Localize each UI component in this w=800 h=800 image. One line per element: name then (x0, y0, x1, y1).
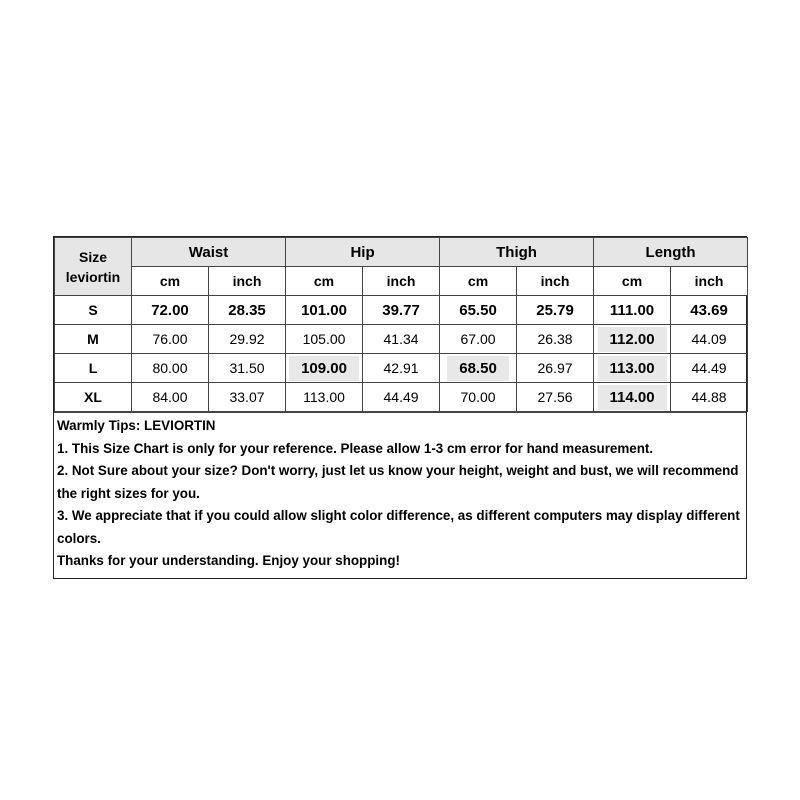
tips-heading: Warmly Tips: LEVIORTIN (57, 418, 216, 433)
unit-header: inch (517, 267, 594, 296)
table-cell-highlighted (594, 354, 671, 383)
size-table (54, 237, 748, 412)
group-header-hip: Hip (286, 238, 440, 267)
unit-header: inch (209, 267, 286, 296)
table-cell: 101.00 (286, 296, 363, 325)
tips-line: 2. Not Sure about your size? Don't worry, just let us know your height, weight and bust, we will recommend the right sizes for you. (57, 463, 739, 501)
unit-header: cm (594, 267, 671, 296)
table-cell-highlighted (440, 354, 517, 383)
size-cell: S (55, 296, 132, 325)
tips-closing: Thanks for your understanding. Enjoy your shopping! (57, 553, 400, 568)
table-cell: 70.00 (440, 383, 517, 412)
table-cell: 39.77 (363, 296, 440, 325)
table-cell: 42.91 (363, 354, 440, 383)
highlighted-value: 113.00 (598, 356, 667, 381)
table-cell: 44.09 (671, 325, 748, 354)
table-cell: 31.50 (209, 354, 286, 383)
table-cell: 44.88 (671, 383, 748, 412)
size-cell: L (55, 354, 132, 383)
size-header-line2: leviortin (65, 268, 121, 285)
size-header-line1: Size (78, 248, 107, 265)
table-cell: 41.34 (363, 325, 440, 354)
table-cell: 111.00 (594, 296, 671, 325)
table-cell: 113.00 (286, 383, 363, 412)
highlighted-value: 112.00 (598, 327, 667, 352)
table-cell: 44.49 (363, 383, 440, 412)
table-cell-highlighted (594, 383, 671, 412)
table-cell: 43.69 (671, 296, 748, 325)
table-cell: 76.00 (132, 325, 209, 354)
table-cell: 27.56 (517, 383, 594, 412)
highlighted-value: 114.00 (598, 385, 667, 410)
header-row-groups (55, 238, 748, 267)
table-cell: 72.00 (132, 296, 209, 325)
group-header-waist: Waist (132, 238, 286, 267)
unit-header: cm (286, 267, 363, 296)
table-cell: 105.00 (286, 325, 363, 354)
table-cell: 26.97 (517, 354, 594, 383)
unit-header: cm (132, 267, 209, 296)
table-row (55, 325, 748, 354)
size-header (55, 238, 132, 296)
unit-header: inch (671, 267, 748, 296)
table-row (55, 354, 748, 383)
header-row-units (55, 267, 748, 296)
size-cell: M (55, 325, 132, 354)
tips-line: 3. We appreciate that if you could allow slight color difference, as different computers may display different colors. (57, 508, 740, 546)
unit-header: cm (440, 267, 517, 296)
table-cell: 25.79 (517, 296, 594, 325)
table-cell: 80.00 (132, 354, 209, 383)
size-chart (53, 236, 747, 579)
table-cell: 65.50 (440, 296, 517, 325)
tips-line: 1. This Size Chart is only for your reference. Please allow 1-3 cm error for hand measurement. (57, 440, 654, 456)
table-cell: 28.35 (209, 296, 286, 325)
group-header-thigh: Thigh (440, 238, 594, 267)
table-row (55, 296, 748, 325)
highlighted-value: 68.50 (447, 356, 509, 381)
group-header-length: Length (594, 238, 748, 267)
table-cell: 33.07 (209, 383, 286, 412)
tips-section (54, 412, 746, 578)
table-cell: 26.38 (517, 325, 594, 354)
table-cell: 29.92 (209, 325, 286, 354)
table-cell: 44.49 (671, 354, 748, 383)
table-cell-highlighted (594, 325, 671, 354)
table-cell-highlighted (286, 354, 363, 383)
table-row (55, 383, 748, 412)
highlighted-value: 109.00 (289, 356, 359, 381)
table-cell: 67.00 (440, 325, 517, 354)
unit-header: inch (363, 267, 440, 296)
size-cell: XL (55, 383, 132, 412)
table-cell: 84.00 (132, 383, 209, 412)
